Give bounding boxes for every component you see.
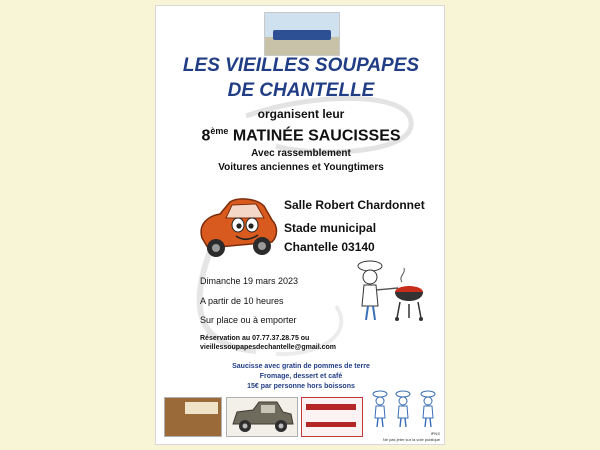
menu-line-1: Saucisse avec gratin de pommes de terre — [232, 363, 370, 370]
menu-price: 15€ par personne hors boissons — [247, 383, 355, 390]
reservation-phone: Réservation au 07.77.37.28.75 ou — [200, 335, 310, 342]
venue-hall: Salle Robert Chardonnet — [284, 198, 425, 212]
club-logo — [264, 12, 340, 56]
cars-line: Voitures anciennes et Youngtimers — [218, 162, 384, 173]
sponsor-bakery-logo — [164, 397, 222, 437]
subtitle: organisent leur — [257, 107, 345, 121]
chef-figures-icon — [370, 390, 442, 430]
event-heading — [156, 122, 445, 145]
menu-line-2: Fromage, dessert et café — [259, 373, 343, 380]
edition-number: 8 — [201, 127, 211, 145]
venue-town: Chantelle 03140 — [284, 240, 375, 254]
reservation-email: vieillessoupapesdechantelle@gmail.com — [200, 344, 336, 351]
cartoon-car-icon — [194, 198, 280, 260]
footer-code: IPNS — [430, 431, 440, 436]
event-date: Dimanche 19 mars 2023 — [200, 276, 299, 286]
footer-note: Ne pas jeter sur la voie publique — [382, 437, 440, 442]
poster-title-line1: LES VIEILLES SOUPAPES — [182, 55, 420, 76]
event-poster — [155, 5, 445, 445]
edition-suffix: ème — [210, 126, 229, 136]
gathering-line: Avec rassemblement — [251, 148, 351, 159]
poster-title-line2: DE CHANTELLE — [227, 80, 375, 101]
event-name: MATINÉE SAUCISSES — [232, 127, 401, 145]
vintage-car-icon — [227, 398, 297, 436]
sponsor-butcher-logo — [301, 397, 363, 437]
sponsor-vintage-car-image — [226, 397, 298, 437]
chef-bbq-icon — [354, 258, 428, 332]
event-time: A partir de 10 heures — [200, 296, 284, 306]
service-mode: Sur place ou à emporter — [200, 315, 297, 325]
venue-stadium: Stade municipal — [284, 221, 377, 235]
